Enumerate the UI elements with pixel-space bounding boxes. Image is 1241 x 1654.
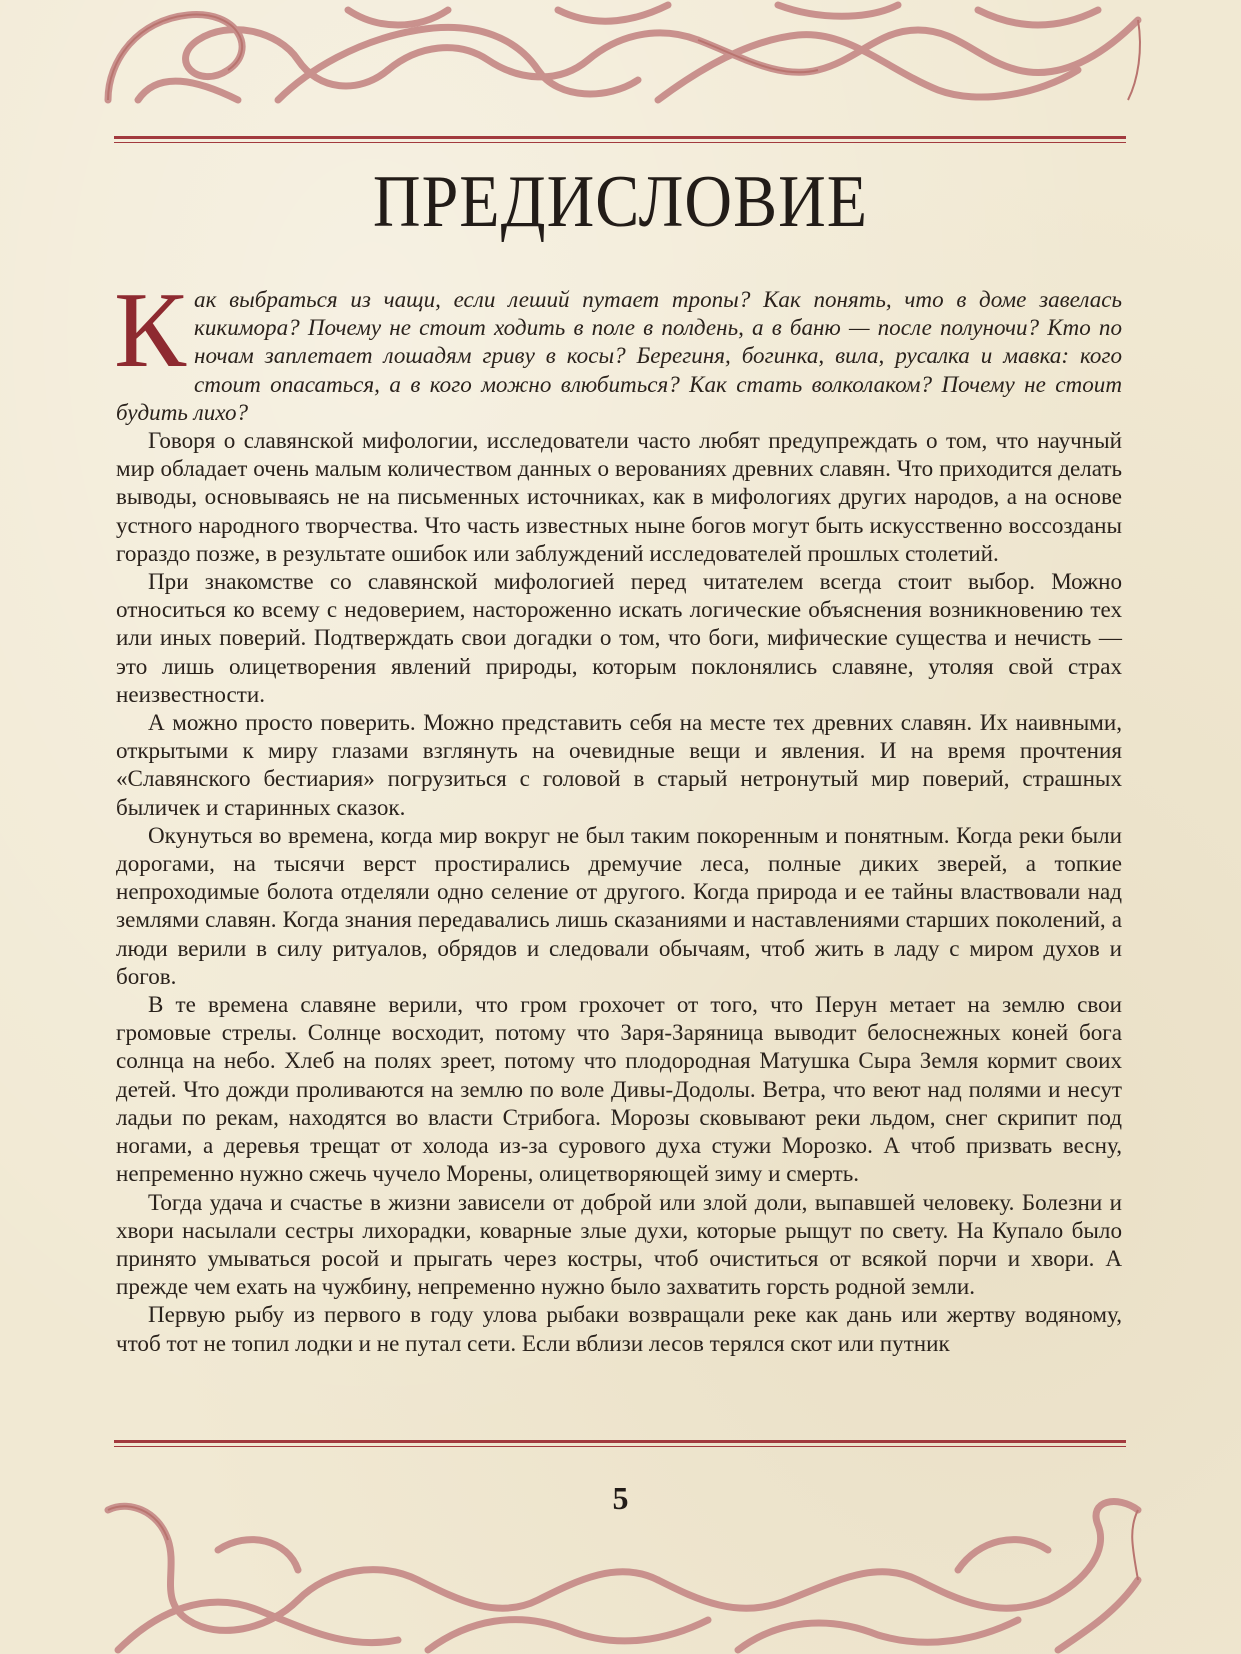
paragraph: В те времена славяне верили, что гром грохочет от того, что Перун метает на землю свои громовые стрелы. Солнце восходит, потому что Заря-Заряница выводит белоснежных коней бога солнца на небо. Хлеб на полях зреет, потому что плодородная Матушка Сыра Земля кормит своих детей. Что дожди проливаются на землю по воле Дивы-Додолы. Ветра, что веют над полями и несут ладьи по рекам, находятся во власти Стрибога. Морозы сковывают реки льдом, снег скрипит под ногами, а деревья трещат от холода из-за сурового духа стужи Морозко. А чтоб призвать весну, непременно нужно сжечь чучело Морены, олицетворяющей зиму и смерть. xyxy=(116,991,1122,1187)
body-text xyxy=(114,271,1122,1357)
bottom-knotwork-ornament-icon xyxy=(98,1490,1148,1654)
paragraph: Говоря о славянской мифологии, исследователи часто любят предупреждать о том, что научный мир обладает очень малым количеством данных о верованиях древних славян. Что приходится делать выводы, основываясь не на письменных источниках, как в мифологиях других народов, а на основе устного народного творчества. Что часть известных ныне богов могут быть искусственно воссозданы гораздо позже, в результате ошибок или заблуждений исследователей прошлых столетий. xyxy=(116,427,1122,566)
paragraph: Окунуться во времена, когда мир вокруг не был таким покоренным и понятным. Когда реки были дорогами, на тысячи верст простирались дремучие леса, полные диких зверей, а топкие непроходимые болота отделяли одно селение от другого. Когда природа и ее тайны властвовали над землями славян. Когда знания передавались лишь сказаниями и наставлениями старших поколений, а люди верили в силу ритуалов, обрядов и следовали обычаям, чтоб жить в ладу с миром духов и богов. xyxy=(116,821,1122,989)
page-title: ПРЕДИСЛОВИЕ xyxy=(372,161,869,243)
paragraph: Первую рыбу из первого в году улова рыбаки возвращали реке как дань или жертву водяному, чтоб тот не топил лодки и не путал сети. Если вблизи лесов терялся скот или путник xyxy=(116,1301,1122,1356)
paragraph: Тогда удача и счастье в жизни зависели от доброй или злой доли, выпавшей человеку. Болезни и хвори насылали сестры лихорадки, коварные злые духи, которые рыщут по свету. На Купало было принято умываться росой и прыгать через костры, чтоб очиститься от всякой порчи и хвори. А прежде чем ехать на чужбину, непременно нужно было захватить горсть родной земли. xyxy=(116,1188,1122,1300)
lead-paragraph xyxy=(114,271,1122,426)
paragraph: При знакомстве со славянской мифологией перед читателем всегда стоит выбор. Можно относиться ко всему с недоверием, настороженно искать логические объяснения возникновению тех или иных поверий. Подтверждать свои догадки о том, что боги, мифические существа и нечисть — это лишь олицетворения явлений природы, которым поклонялись славяне, утоляя свой страх неизвестности. xyxy=(116,568,1122,707)
paragraph: А можно просто поверить. Можно представить себя на месте тех древних славян. Их наивными, открытыми к миру глазами взглянуть на очевидные вещи и явления. И на время прочтения «Славянского бестиария» погрузиться с головой в старый нетронутый мир поверий, страшных быличек и старинных сказок. xyxy=(116,709,1122,820)
bottom-divider-rule xyxy=(114,1440,1126,1447)
top-knotwork-ornament-icon xyxy=(98,0,1148,112)
drop-cap: К xyxy=(114,271,187,390)
page-number: 5 xyxy=(612,1480,629,1516)
lead-paragraph-text: ак выбраться из чащи, если леший путает тропы? Как понять, что в доме завелась кикимора? Почему не стоит ходить в поле в полдень, а в баню — после полуночи? Кто по ночам заплетает лошадям гриву в косы? Берегиня, богинка, вила, русалка и мавка: кого стоит опасаться, а в кого можно влюбиться? Как стать волколаком? Почему не стоит будить лихо? xyxy=(116,286,1122,425)
top-divider-rule xyxy=(114,136,1126,143)
